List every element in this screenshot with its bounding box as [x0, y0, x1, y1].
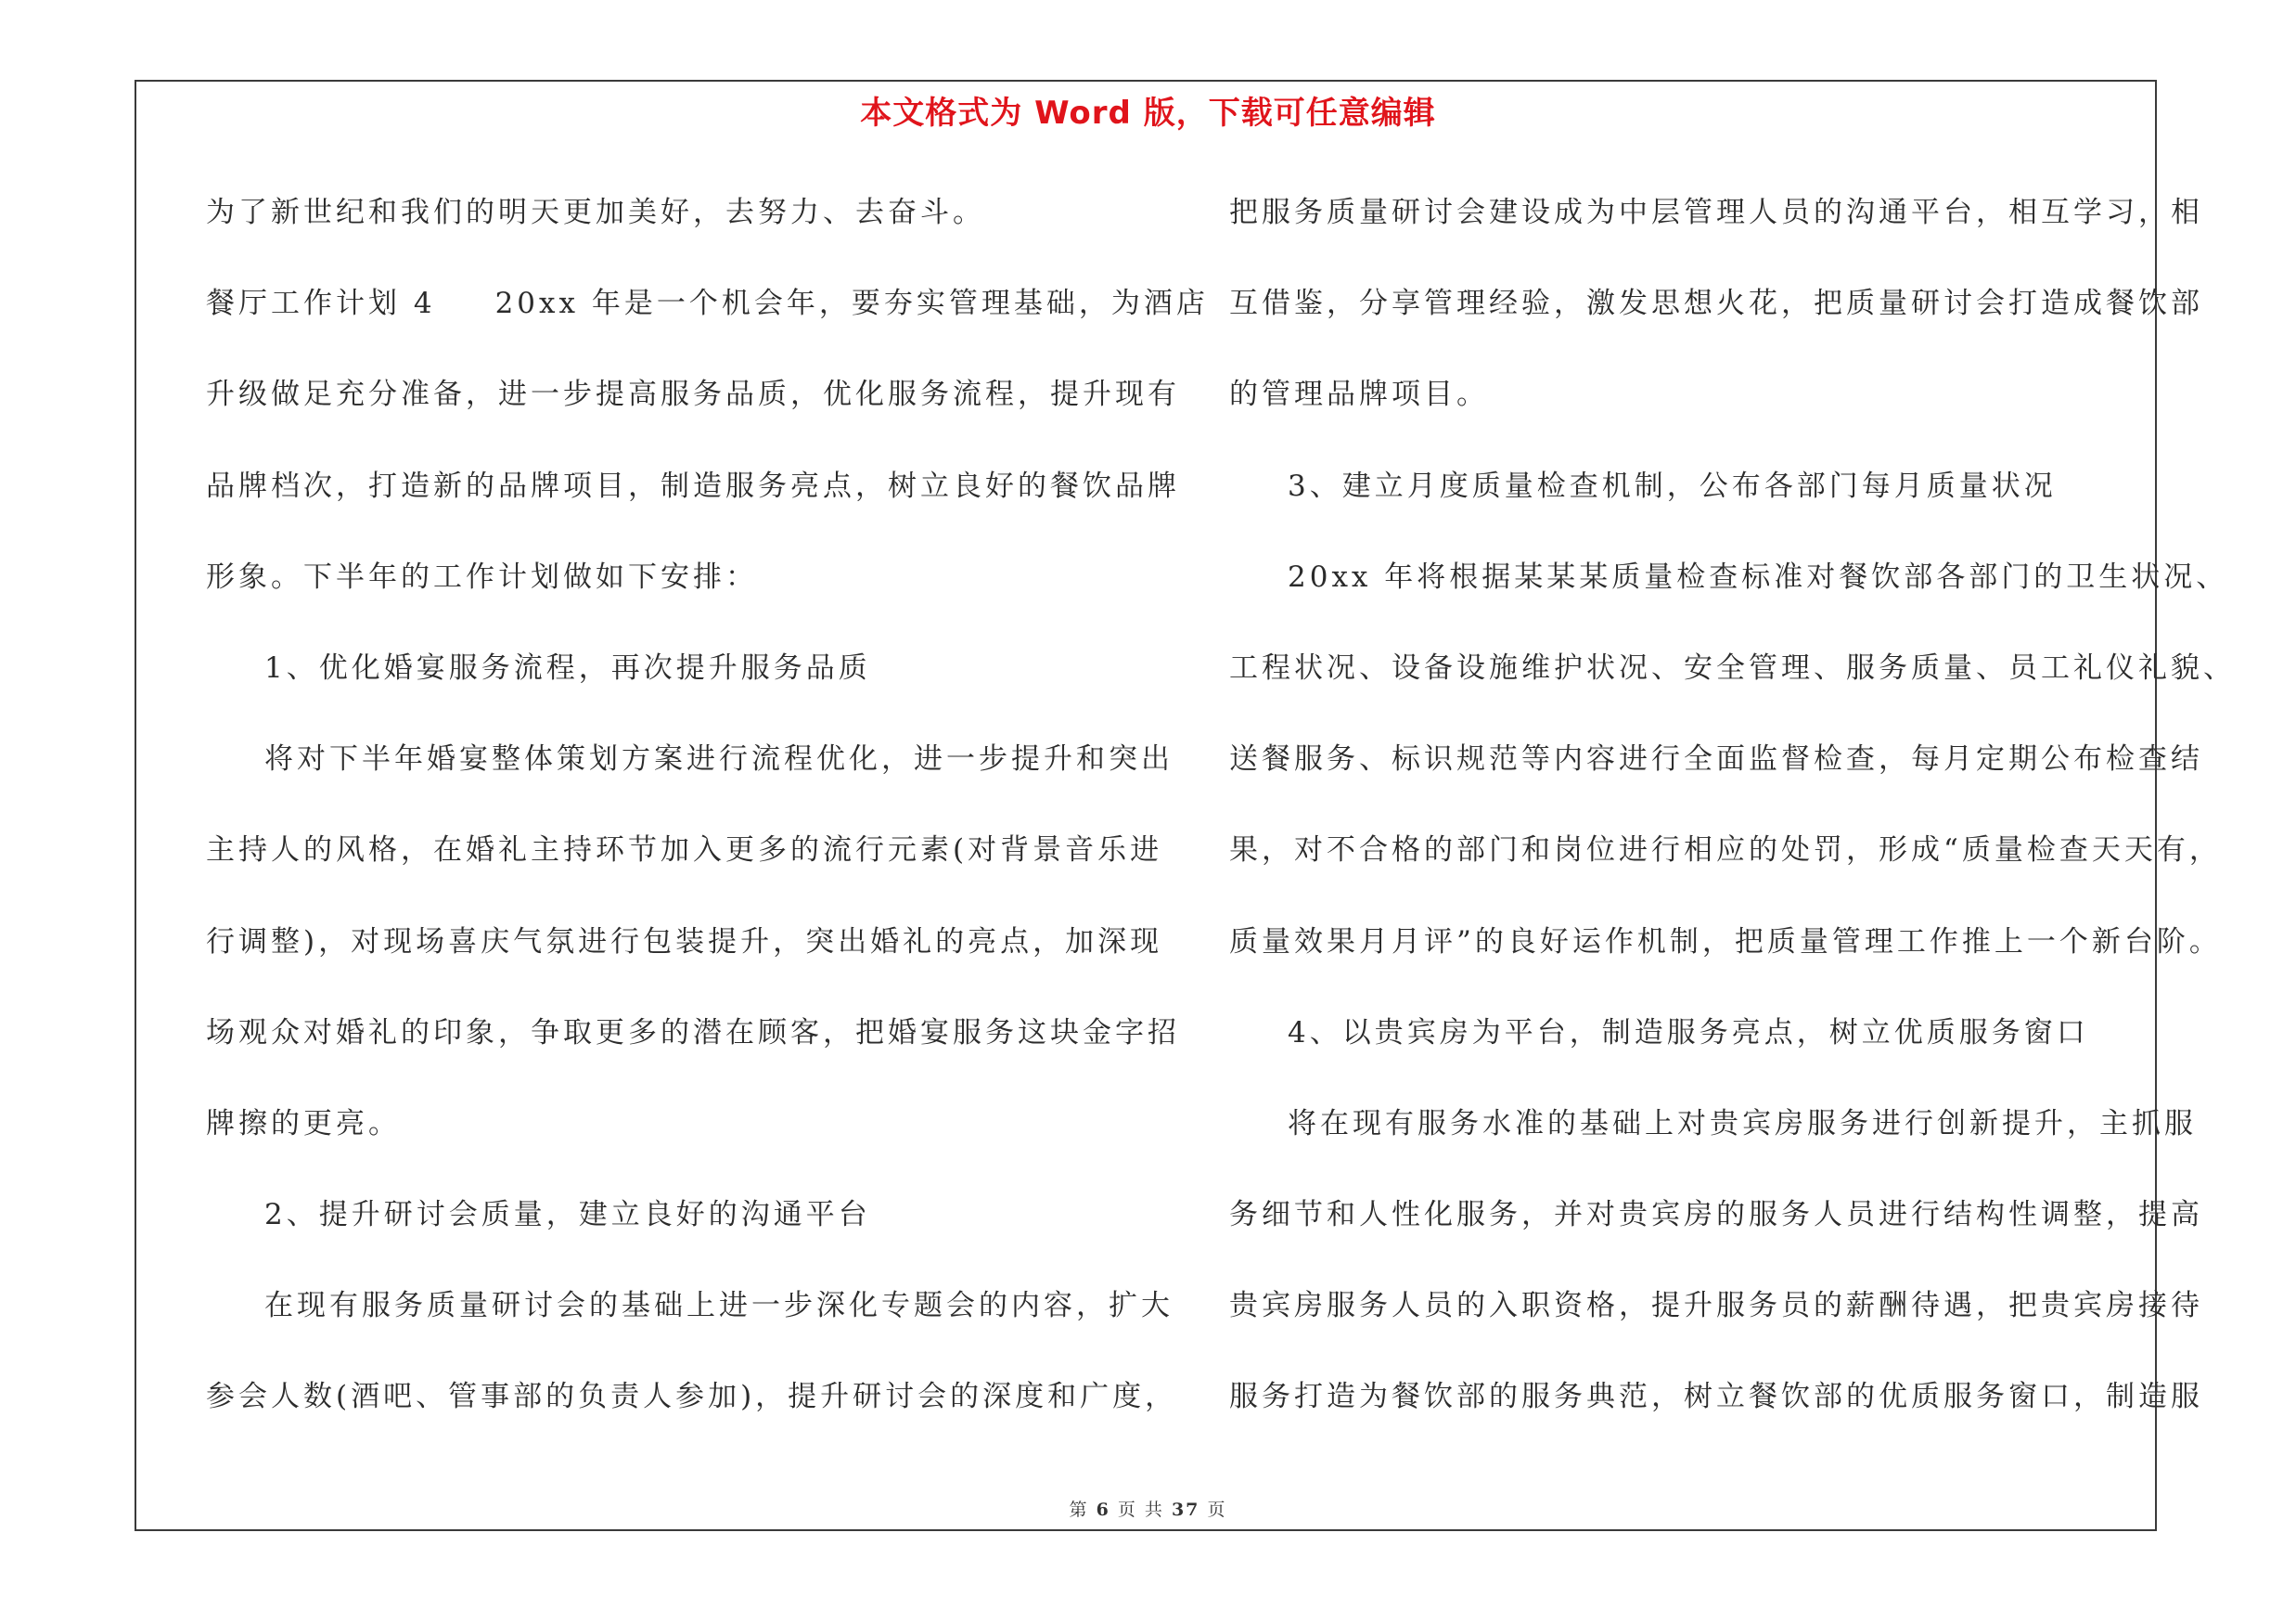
paragraph-line: 为了新世纪和我们的明天更加美好，去努力、去奋斗。	[206, 196, 985, 229]
paragraph-text: 20xx 年是一个机会年，要夯实管理基础，为酒店	[494, 287, 1209, 321]
subheading-line: 4、以贵宾房为平台，制造服务亮点，树立优质服务窗口	[1288, 1015, 2089, 1050]
left-column	[206, 167, 1209, 1443]
subheading-line: 1、优化婚宴服务流程，再次提升服务品质	[264, 650, 871, 685]
paragraph-line: 品牌档次，打造新的品牌项目，制造服务亮点，树立良好的餐饮品牌	[206, 469, 1180, 503]
paragraph-line: 的管理品牌项目。	[1229, 378, 1489, 412]
footer-prefix: 第	[1069, 1500, 1089, 1520]
paragraph-line: 工程状况、设备设施维护状况、安全管理、服务质量、员工礼仪礼貌、	[1229, 650, 2236, 685]
section-heading-line	[206, 258, 1209, 349]
current-page-number: 6	[1096, 1500, 1110, 1520]
paragraph-line: 牌擦的更亮。	[206, 1106, 401, 1140]
paragraph-line: 主持人的风格，在婚礼主持环节加入更多的流行元素(对背景音乐进	[206, 833, 1163, 868]
paragraph-line: 互借鉴，分享管理经验，激发思想火花，把质量研讨会打造成餐饮部	[1229, 287, 2203, 321]
paragraph-line: 贵宾房服务人员的入职资格，提升服务员的薪酬待遇，把贵宾房接待	[1229, 1289, 2203, 1323]
section-title: 餐厅工作计划 4	[206, 287, 436, 321]
paragraph-line: 将对下半年婚宴整体策划方案进行流程优化，进一步提升和突出	[264, 742, 1174, 777]
paragraph-line: 将在现有服务水准的基础上对贵宾房服务进行创新提升，主抓服	[1288, 1106, 2197, 1140]
subheading-line: 3、建立月度质量检查机制，公布各部门每月质量状况	[1288, 469, 2057, 503]
paragraph-line: 形象。下半年的工作计划做如下安排：	[206, 560, 758, 594]
paragraph-line: 送餐服务、标识规范等内容进行全面监督检查，每月定期公布检查结	[1229, 742, 2203, 777]
paragraph-line: 服务打造为餐饮部的服务典范，树立餐饮部的优质服务窗口，制造服	[1229, 1380, 2203, 1414]
paragraph-line: 行调整)，对现场喜庆气氛进行包装提升，突出婚礼的亮点，加深现	[206, 924, 1163, 959]
document-banner: 本文格式为 Word 版，下载可任意编辑	[860, 95, 1436, 132]
paragraph-line: 把服务质量研讨会建设成为中层管理人员的沟通平台，相互学习，相	[1229, 196, 2203, 229]
page-footer	[0, 1496, 2296, 1521]
paragraph-line: 质量效果月月评”的良好运作机制，把质量管理工作推上一个新台阶。	[1229, 924, 2222, 959]
right-column	[1229, 167, 2236, 1443]
subheading-line: 2、提升研讨会质量，建立良好的沟通平台	[264, 1198, 871, 1232]
paragraph-line: 果，对不合格的部门和岗位进行相应的处罚，形成“质量检查天天有，	[1229, 833, 2222, 868]
footer-suffix: 页	[1207, 1500, 1227, 1520]
paragraph-line: 场观众对婚礼的印象，争取更多的潜在顾客，把婚宴服务这块金字招	[206, 1015, 1180, 1050]
footer-middle: 页 共	[1117, 1500, 1164, 1520]
paragraph-line: 参会人数(酒吧、管事部的负责人参加)，提升研讨会的深度和广度，	[206, 1380, 1178, 1414]
paragraph-line: 在现有服务质量研讨会的基础上进一步深化专题会的内容，扩大	[264, 1289, 1174, 1323]
paragraph-line: 升级做足充分准备，进一步提高服务品质，优化服务流程，提升现有	[206, 378, 1180, 412]
paragraph-line: 务细节和人性化服务，并对贵宾房的服务人员进行结构性调整，提高	[1229, 1198, 2203, 1232]
total-page-count: 37	[1171, 1500, 1200, 1520]
paragraph-line: 20xx 年将根据某某某质量检查标准对餐饮部各部门的卫生状况、	[1288, 560, 2229, 594]
